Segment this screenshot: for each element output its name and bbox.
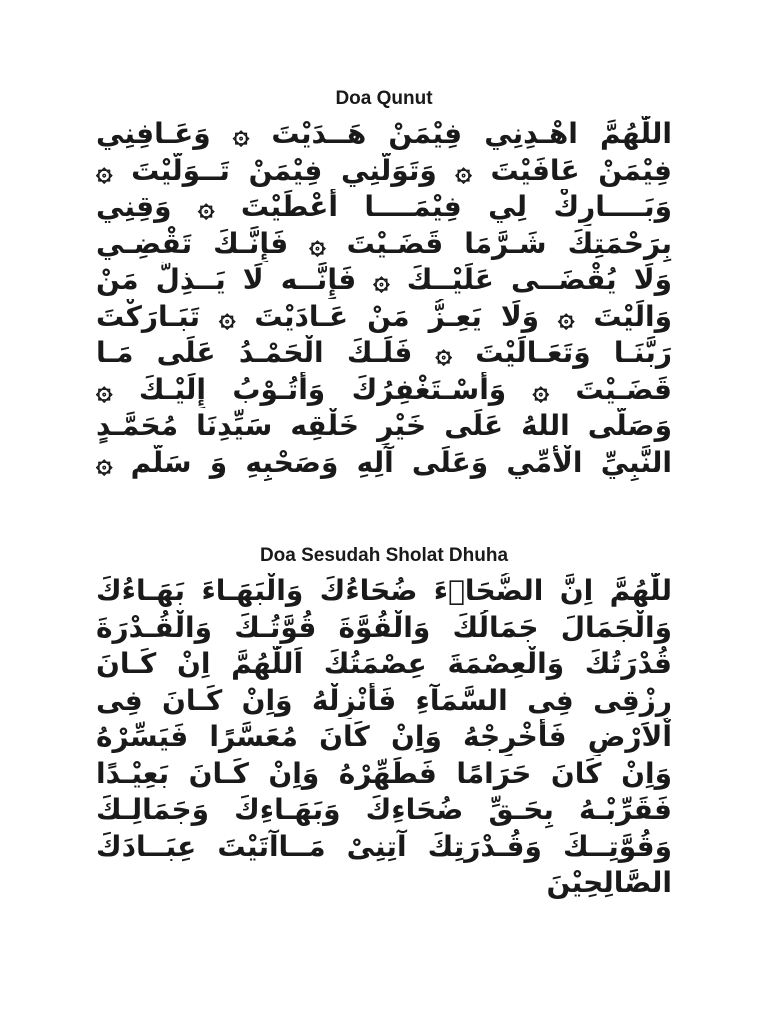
arabic-line: قَضَـيْتَ ۞ وَأَسْـتَغْفِرُكَ وَأَتُـوْبُ إِلَيْـكَ ۞: [96, 372, 672, 406]
arabic-text-block: [96, 116, 672, 481]
doa-dhuha-section: [96, 543, 672, 902]
section-title: Doa Qunut: [335, 88, 433, 109]
arabic-line: رِزْقِى فِى السَّمَآءِ فَأَنْزِلْهُ وَاِنْ كَـانَ فِى: [96, 683, 672, 717]
arabic-text-block: [96, 573, 672, 902]
arabic-line: قُدْرَتُكَ وَالْعِصْمَةَ عِصْمَتُكَ اَللّٰهُمَّ اِنْ كَـانَ: [96, 647, 672, 680]
arabic-line: رَبَّنَـا وَتَعَـالَيْتَ ۞ فَلَـكَ الْحَمْـدُ عَلَى مَـا: [96, 336, 672, 369]
arabic-line: فَقَرِّبْـهُ بِحَـقِّ ضُحَاءِكَ وَبَهَـاءِكَ وَجَمَالِـكَ: [96, 793, 672, 826]
arabic-line: وَقُوَّتِــكَ وَقُـدْرَتِكَ آتِنِىْ مَــاآتَيْتَ عِبَــادَكَ: [96, 829, 672, 863]
arabic-line: اْلاَرْضِ فَأَخْرِجْهُ وَاِنْ كَانَ مُعَسَّرًا فَيَسِّرْهُ: [96, 720, 672, 753]
arabic-line: الصَّالِحِيْنَ: [546, 866, 672, 899]
section-title: Doa Sesudah Sholat Dhuha: [259, 545, 509, 566]
arabic-line: للّٰهُمَّ اِنَّ الضُّحَاۤءَ ضُحَاءُكَ وَالْبَهَـاءَ بَهَـاءُكَ: [96, 574, 672, 607]
arabic-line: النَّبِيِّ الْأُمِّي وَعَلَى آلِهِ وَصَحْبِهِ وَ سَلَّم ۞: [96, 445, 672, 479]
arabic-line: فِيْمَنْ عَافَيْتَ ۞ وَتَوَلَّنِي فِيْمَنْ تَــوَلَّيْتَ ۞: [96, 153, 672, 187]
arabic-line: بِرَحْمَتِكَ شَـرَّمَا قَضَـيْتَ ۞ فَإِنَّـكَ تَقْضِـي: [96, 226, 672, 260]
arabic-line: وَصَلَّى اللهُ عَلَى خَيْرِ خَلْقِه سَيِّدِنَا مُحَمَّـدٍ: [96, 409, 672, 442]
arabic-line: وَبَــــارِكْ لِي فِيْمَــــا أَعْطَيْتَ ۞ وَقِنِي: [96, 190, 672, 223]
arabic-line: وَالَيْتَ ۞ وَلَا يَعِـزُّ مَنْ عَـادَيْتَ ۞ تَبَـارَكْتَ: [96, 299, 672, 333]
arabic-line: وَاِنْ كَانَ حَرَامًا فَطَهِّرْهُ وَاِنْ كَـانَ بَعِيْـدًا: [96, 756, 672, 790]
arabic-line: اللّٰهُمَّ اهْـدِنِي فِيْمَنْ هَــدَيْتَ ۞ وَعَـافِنِي: [96, 117, 672, 150]
arabic-line: وَالْجَمَالَ جَمَالُكَ وَالْقُوَّةَ قُوَّتُـكَ وَالْقُـدْرَةَ: [96, 610, 672, 644]
arabic-line: وَلَا يُقْضَــى عَلَيْــكَ ۞ فَإِنَّــه لَا يَــذِلُّ مَنْ: [96, 263, 672, 296]
doa-qunut-section: [96, 86, 672, 481]
